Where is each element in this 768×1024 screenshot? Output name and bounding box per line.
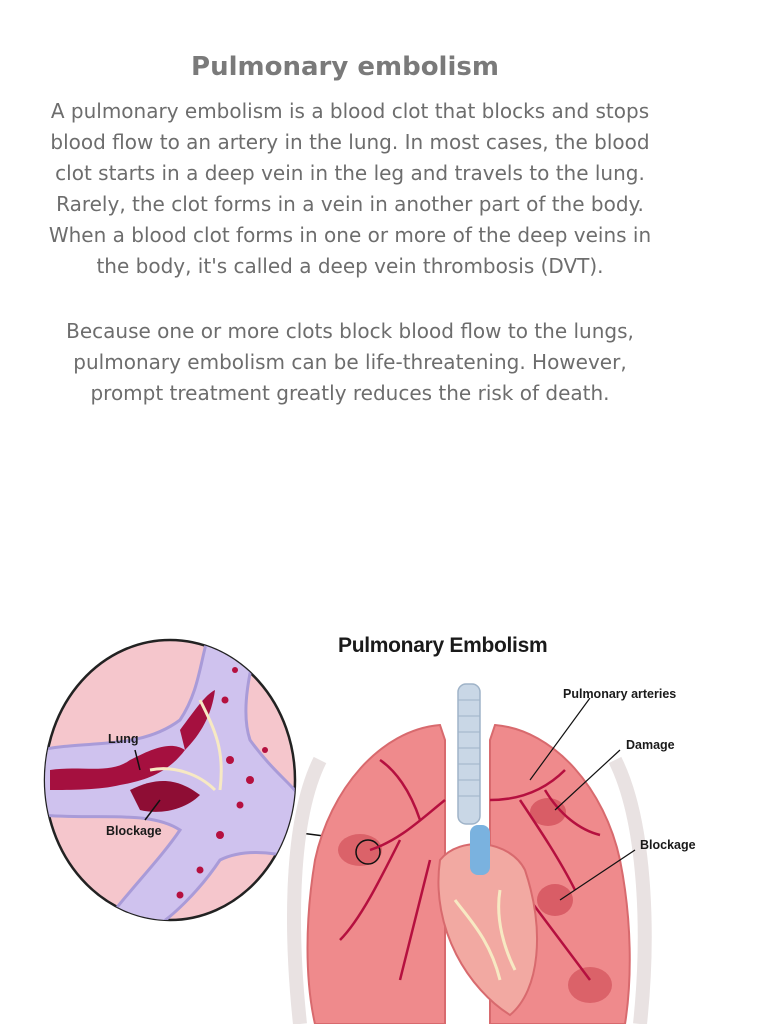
left-lung — [308, 725, 446, 1024]
risk-paragraph: Because one or more clots block blood flow to the lungs, pulmonary embolism can be life-threatening. However, prompt treatment greatly reduces the risk of death. — [66, 319, 634, 405]
inset-magnifier — [40, 630, 300, 930]
page-title: Pulmonary embolism — [191, 52, 499, 82]
damage-label: Damage — [626, 738, 675, 752]
pulmonary-arteries-label: Pulmonary arteries — [563, 687, 677, 701]
illustration-art — [0, 600, 768, 1024]
inset-blockage-label: Blockage — [106, 824, 162, 838]
figure-title: Pulmonary Embolism — [338, 634, 548, 657]
lung-label: Lung — [108, 732, 139, 746]
blockage-label: Blockage — [640, 838, 696, 852]
trachea — [458, 684, 480, 824]
intro-paragraph: A pulmonary embolism is a blood clot that blocks and stops blood flow to an artery in the lung. In most cases, the blood clot starts in a deep vein in the leg and travels to the lung. Rarely, the clot forms in a vein in another part of the body. When a blood clot forms in one or more of the deep veins in the body, it's called a deep vein thrombosis (DVT). — [48, 99, 652, 278]
pulmonary-embolism-illustration — [0, 600, 768, 1024]
